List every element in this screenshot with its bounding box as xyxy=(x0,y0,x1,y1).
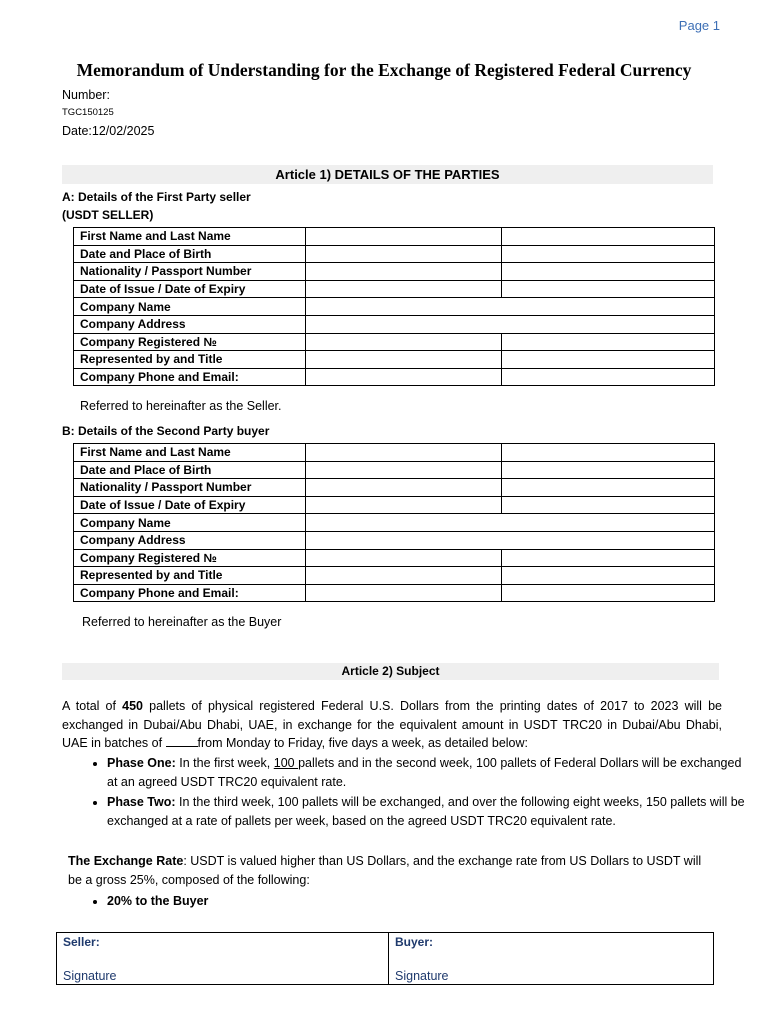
buyer-details-table xyxy=(73,443,715,602)
buyer-signature-cell[interactable] xyxy=(389,933,713,984)
value-cell[interactable] xyxy=(502,479,715,497)
seller-details-table xyxy=(73,227,715,386)
value-cell[interactable] xyxy=(305,280,502,298)
row-label: Company Address xyxy=(74,315,306,333)
value-cell[interactable] xyxy=(502,333,715,351)
rate-item: 20% to the Buyer xyxy=(107,894,209,908)
table-row xyxy=(74,263,715,281)
page-number: Page 1 xyxy=(678,18,720,33)
phase-text: In the third week, 100 pallets will be exchanged, and over the following eight weeks, 150 pallets will be exchanged at a rate of pallets per week, based on the agreed USDT TRC20 equivalent rate. xyxy=(107,795,745,828)
value-cell[interactable] xyxy=(305,549,502,567)
row-label: Date and Place of Birth xyxy=(74,245,306,263)
value-cell[interactable] xyxy=(305,368,502,386)
row-label: Company Phone and Email: xyxy=(74,584,306,602)
row-label: Nationality / Passport Number xyxy=(74,479,306,497)
table-row xyxy=(74,584,715,602)
pallet-count: 450 xyxy=(122,699,143,713)
seller-section-heading: A: Details of the First Party seller xyxy=(62,190,251,204)
number-value: TGC150125 xyxy=(62,107,114,118)
row-label: First Name and Last Name xyxy=(74,444,306,462)
value-cell[interactable] xyxy=(305,531,714,549)
value-cell[interactable] xyxy=(305,333,502,351)
exchange-rate-paragraph xyxy=(68,852,718,889)
table-row xyxy=(74,351,715,369)
value-cell[interactable] xyxy=(305,514,714,532)
subject-text: from Monday to Friday, five days a week, as detailed below: xyxy=(197,736,529,750)
list-item xyxy=(107,754,747,791)
value-cell[interactable] xyxy=(305,351,502,369)
row-label: Company Name xyxy=(74,298,306,316)
row-label: Company Name xyxy=(74,514,306,532)
exchange-rate-text: : USDT is valued higher than US Dollars, and the exchange rate from US Dollars to USDT will be a gross 25%, composed of the following: xyxy=(68,854,702,887)
subject-paragraph xyxy=(62,697,722,753)
article-2-heading: Article 2) Subject xyxy=(62,663,719,680)
value-cell[interactable] xyxy=(305,298,714,316)
value-cell[interactable] xyxy=(502,228,715,246)
table-row xyxy=(74,531,715,549)
table-row xyxy=(74,514,715,532)
row-label: Represented by and Title xyxy=(74,351,306,369)
value-cell[interactable] xyxy=(305,567,502,585)
value-cell[interactable] xyxy=(502,444,715,462)
row-label: First Name and Last Name xyxy=(74,228,306,246)
value-cell[interactable] xyxy=(305,496,502,514)
phase-two-label: Phase Two: xyxy=(107,795,176,809)
value-cell[interactable] xyxy=(502,496,715,514)
row-label: Date and Place of Birth xyxy=(74,461,306,479)
row-label: Company Registered № xyxy=(74,333,306,351)
seller-signature-text: Signature xyxy=(63,969,117,983)
buyer-signature-label: Buyer: xyxy=(395,935,434,949)
row-label: Represented by and Title xyxy=(74,567,306,585)
table-row xyxy=(74,567,715,585)
value-cell[interactable] xyxy=(305,245,502,263)
row-label: Date of Issue / Date of Expiry xyxy=(74,496,306,514)
table-row xyxy=(74,444,715,462)
subject-text: A total of xyxy=(62,699,123,713)
buyer-section-heading: B: Details of the Second Party buyer xyxy=(62,424,270,438)
phase-text: In the first week, xyxy=(175,756,274,770)
number-label: Number: xyxy=(62,88,110,102)
table-row xyxy=(74,228,715,246)
buyer-signature-text: Signature xyxy=(395,969,449,983)
phase-text: pallets and in the second week, 100 pallets of Federal Dollars will be exchanged at an agreed USDT TRC20 equivalent rate. xyxy=(107,756,742,789)
table-row xyxy=(74,479,715,497)
value-cell[interactable] xyxy=(305,479,502,497)
exchange-rate-label: The Exchange Rate xyxy=(68,854,184,868)
value-cell[interactable] xyxy=(502,368,715,386)
value-cell[interactable] xyxy=(502,567,715,585)
row-label: Company Registered № xyxy=(74,549,306,567)
table-row xyxy=(74,298,715,316)
table-row xyxy=(74,549,715,567)
rate-breakdown-list xyxy=(62,892,747,913)
row-label: Date of Issue / Date of Expiry xyxy=(74,280,306,298)
list-item xyxy=(107,793,747,830)
value-cell[interactable] xyxy=(305,263,502,281)
table-row xyxy=(74,280,715,298)
buyer-note: Referred to hereinafter as the Buyer xyxy=(82,615,282,629)
list-item xyxy=(107,892,747,911)
seller-signature-label: Seller: xyxy=(63,935,100,949)
value-cell[interactable] xyxy=(502,280,715,298)
value-cell[interactable] xyxy=(305,315,714,333)
document-date: Date:12/02/2025 xyxy=(62,124,155,138)
row-label: Company Phone and Email: xyxy=(74,368,306,386)
value-cell[interactable] xyxy=(502,584,715,602)
table-row xyxy=(74,496,715,514)
article-1-heading: Article 1) DETAILS OF THE PARTIES xyxy=(62,165,713,184)
subject-text: pallets of physical registered Federal U.S. Dollars from the printing dates of 2017 to 2023 will be exchanged in Dubai/Abu Dhabi, UAE, in exchange for the equivalent amount in USDT TRC20 in Dubai/Abu Dhabi, UAE in batches of xyxy=(62,699,722,750)
value-cell[interactable] xyxy=(305,444,502,462)
table-row xyxy=(74,368,715,386)
value-cell[interactable] xyxy=(502,461,715,479)
value-cell[interactable] xyxy=(502,263,715,281)
phase-one-label: Phase One: xyxy=(107,756,176,770)
row-label: Company Address xyxy=(74,531,306,549)
table-row xyxy=(74,333,715,351)
table-row xyxy=(74,315,715,333)
seller-signature-cell[interactable] xyxy=(57,933,389,984)
row-label: Nationality / Passport Number xyxy=(74,263,306,281)
batch-size-blank[interactable] xyxy=(166,734,198,747)
document-title: Memorandum of Understanding for the Exchange of Registered Federal Currency xyxy=(76,60,692,80)
signature-box xyxy=(56,932,714,985)
phase-list xyxy=(62,754,747,832)
table-row xyxy=(74,245,715,263)
value-cell[interactable] xyxy=(502,351,715,369)
table-row xyxy=(74,461,715,479)
value-cell[interactable] xyxy=(502,549,715,567)
value-cell[interactable] xyxy=(305,584,502,602)
value-cell[interactable] xyxy=(305,461,502,479)
seller-section-subheading: (USDT SELLER) xyxy=(62,208,154,222)
phase-one-count: 100 xyxy=(273,756,299,770)
value-cell[interactable] xyxy=(502,245,715,263)
seller-note: Referred to hereinafter as the Seller. xyxy=(80,399,282,413)
value-cell[interactable] xyxy=(305,228,502,246)
